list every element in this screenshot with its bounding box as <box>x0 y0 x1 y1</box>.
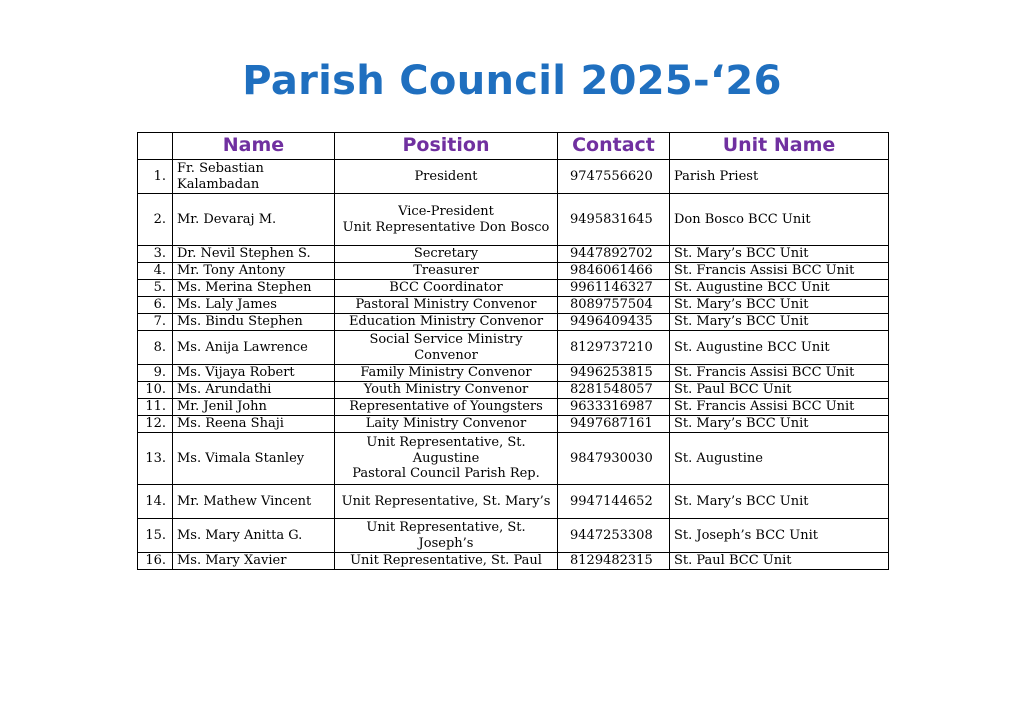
position-line: Education Ministry Convenor <box>348 314 544 330</box>
position-line: Unit Representative, St. Augustine <box>366 435 526 466</box>
header-contact: Contact <box>558 133 670 160</box>
member-contact: 9496253815 <box>558 365 670 382</box>
member-position <box>335 399 558 416</box>
table-row <box>138 433 889 485</box>
row-number: 15. <box>138 519 173 553</box>
member-contact: 8129737210 <box>558 331 670 365</box>
position-line: Laity Ministry Convenor <box>365 416 527 432</box>
member-unit: St. Mary’s BCC Unit <box>670 297 889 314</box>
header-name: Name <box>173 133 335 160</box>
table-row <box>138 194 889 246</box>
table-row <box>138 263 889 280</box>
member-contact: 9447253308 <box>558 519 670 553</box>
row-number: 1. <box>138 160 173 194</box>
header-position: Position <box>335 133 558 160</box>
member-name: Mr. Tony Antony <box>173 263 335 280</box>
member-name: Mr. Devaraj M. <box>173 194 335 246</box>
member-name: Ms. Laly James <box>173 297 335 314</box>
row-number: 16. <box>138 553 173 570</box>
member-name: Ms. Vijaya Robert <box>173 365 335 382</box>
table-row <box>138 297 889 314</box>
row-number: 10. <box>138 382 173 399</box>
position-line: Family Ministry Convenor <box>360 365 532 381</box>
row-number: 12. <box>138 416 173 433</box>
member-position <box>335 519 558 553</box>
member-contact: 8281548057 <box>558 382 670 399</box>
member-unit: St. Mary’s BCC Unit <box>670 416 889 433</box>
member-contact: 9447892702 <box>558 246 670 263</box>
table-row <box>138 246 889 263</box>
member-position <box>335 416 558 433</box>
row-number: 13. <box>138 433 173 485</box>
member-name: Ms. Vimala Stanley <box>173 433 335 485</box>
member-unit: Don Bosco BCC Unit <box>670 194 889 246</box>
member-name: Mr. Jenil John <box>173 399 335 416</box>
position-line: Pastoral Council Parish Rep. <box>352 466 540 482</box>
member-contact: 9497687161 <box>558 416 670 433</box>
member-unit: St. Francis Assisi BCC Unit <box>670 399 889 416</box>
table-row <box>138 331 889 365</box>
position-line: Youth Ministry Convenor <box>363 382 529 398</box>
member-position <box>335 263 558 280</box>
member-contact: 9747556620 <box>558 160 670 194</box>
member-position <box>335 365 558 382</box>
member-contact: 9846061466 <box>558 263 670 280</box>
row-number: 2. <box>138 194 173 246</box>
position-line: Unit Representative, St. Mary’s <box>341 493 551 509</box>
table-row <box>138 416 889 433</box>
member-unit: St. Mary’s BCC Unit <box>670 314 889 331</box>
member-name: Ms. Reena Shaji <box>173 416 335 433</box>
page-title: Parish Council 2025-‘26 <box>242 58 782 104</box>
member-position <box>335 553 558 570</box>
member-position <box>335 194 558 246</box>
member-unit: St. Augustine BCC Unit <box>670 331 889 365</box>
member-position <box>335 433 558 485</box>
parish-council-table <box>137 132 889 570</box>
table-row <box>138 399 889 416</box>
member-position <box>335 485 558 519</box>
member-unit: Parish Priest <box>670 160 889 194</box>
member-unit: St. Francis Assisi BCC Unit <box>670 263 889 280</box>
table-row <box>138 365 889 382</box>
member-position <box>335 297 558 314</box>
row-number: 7. <box>138 314 173 331</box>
row-number: 3. <box>138 246 173 263</box>
member-position <box>335 314 558 331</box>
member-unit: St. Mary’s BCC Unit <box>670 485 889 519</box>
member-contact: 9633316987 <box>558 399 670 416</box>
table-row <box>138 314 889 331</box>
member-name: Ms. Bindu Stephen <box>173 314 335 331</box>
position-line: Social Service Ministry Convenor <box>369 332 523 363</box>
position-line: BCC Coordinator <box>389 280 503 296</box>
row-number: 4. <box>138 263 173 280</box>
table-row <box>138 553 889 570</box>
row-number: 8. <box>138 331 173 365</box>
row-number: 11. <box>138 399 173 416</box>
member-position <box>335 160 558 194</box>
position-line: President <box>414 168 478 184</box>
member-position <box>335 246 558 263</box>
position-line: Unit Representative, St. Joseph’s <box>366 520 526 551</box>
member-unit: St. Paul BCC Unit <box>670 382 889 399</box>
table-row <box>138 280 889 297</box>
position-line: Secretary <box>413 246 479 262</box>
member-unit: St. Paul BCC Unit <box>670 553 889 570</box>
member-contact: 9961146327 <box>558 280 670 297</box>
member-name: Ms. Mary Anitta G. <box>173 519 335 553</box>
member-position <box>335 280 558 297</box>
member-unit: St. Augustine <box>670 433 889 485</box>
member-unit: St. Augustine BCC Unit <box>670 280 889 297</box>
header-unit-name: Unit Name <box>670 133 889 160</box>
member-contact: 8089757504 <box>558 297 670 314</box>
member-contact: 9847930030 <box>558 433 670 485</box>
row-number: 6. <box>138 297 173 314</box>
position-line: Representative of Youngsters <box>349 399 543 415</box>
table-row <box>138 160 889 194</box>
member-unit: St. Mary’s BCC Unit <box>670 246 889 263</box>
position-line: Unit Representative, St. Paul <box>350 553 542 569</box>
header-number <box>138 133 173 160</box>
position-line: Pastoral Ministry Convenor <box>355 297 537 313</box>
table-header-row <box>138 133 889 160</box>
member-name: Mr. Mathew Vincent <box>173 485 335 519</box>
member-position <box>335 331 558 365</box>
position-line: Treasurer <box>413 263 479 279</box>
position-line: Vice-President <box>398 204 494 219</box>
member-name: Fr. Sebastian Kalambadan <box>173 160 335 194</box>
member-position <box>335 382 558 399</box>
member-name: Ms. Arundathi <box>173 382 335 399</box>
member-name: Ms. Merina Stephen <box>173 280 335 297</box>
table-row <box>138 382 889 399</box>
position-line: Unit Representative Don Bosco <box>342 219 550 235</box>
member-name: Ms. Anija Lawrence <box>173 331 335 365</box>
member-name: Ms. Mary Xavier <box>173 553 335 570</box>
member-contact: 9496409435 <box>558 314 670 331</box>
row-number: 14. <box>138 485 173 519</box>
row-number: 9. <box>138 365 173 382</box>
member-unit: St. Joseph’s BCC Unit <box>670 519 889 553</box>
table-row <box>138 519 889 553</box>
table-row <box>138 485 889 519</box>
member-contact: 8129482315 <box>558 553 670 570</box>
member-unit: St. Francis Assisi BCC Unit <box>670 365 889 382</box>
member-name: Dr. Nevil Stephen S. <box>173 246 335 263</box>
member-contact: 9495831645 <box>558 194 670 246</box>
member-contact: 9947144652 <box>558 485 670 519</box>
row-number: 5. <box>138 280 173 297</box>
